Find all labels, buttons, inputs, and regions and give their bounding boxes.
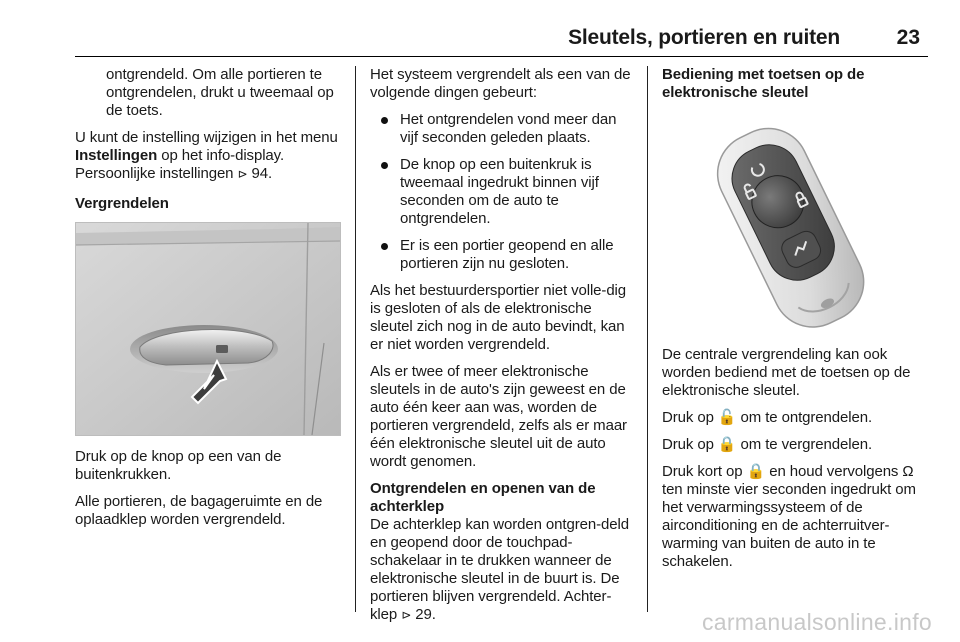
door-handle-figure (75, 222, 341, 436)
settings-text-pre: U kunt de instelling wijzigen in het menu (75, 129, 338, 146)
unlock-icon: 🔓 (717, 409, 737, 426)
page-header-title: Sleutels, portieren en ruiten (568, 26, 840, 49)
settings-menu-name: Instellingen (75, 147, 158, 164)
door-handle-illustration (76, 223, 340, 435)
column-1 (75, 66, 343, 538)
list-item: Er is een portier geopend en alle portieren zijn nu gesloten. (370, 237, 638, 273)
heading-vergrendelen: Vergrendelen (75, 195, 169, 212)
header-divider (75, 56, 928, 57)
lock-text-post: om te vergrendelen. (736, 436, 873, 453)
remote-start-icon: Ω (902, 463, 914, 480)
list-item: Het ontgrendelen vond meer dan vijf seconden geleden plaats. (370, 111, 638, 147)
settings-paragraph (75, 129, 343, 183)
remote-text-mid: en houd vervolgens (765, 463, 903, 480)
watermark: carmanualsonline.info (701, 609, 932, 635)
lock-caption-2: Alle portieren, de bagageruimte en de oplaadklep worden vergrendeld. (75, 493, 323, 528)
auto-lock-conditions (370, 111, 638, 273)
heading-key-buttons: Bediening met toetsen op de elektronische sleutel (662, 66, 865, 101)
heading-tailgate: Ontgrendelen en openen van de achterklep (370, 480, 596, 515)
two-keys-paragraph: Als er twee of meer elektronische sleutels in de auto's zijn geweest en de auto één keer aan was, worden de portieren vergrendeld, zelfs als er maar één elektronische sleutel uit de auto wordt genomen. (370, 363, 627, 470)
tailgate-text: De achterklep kan worden ontgren-deld en geopend door de touchpad-schakelaar in te drukken wanneer de elektronische sleutel in de buurt is. De portieren blijven vergrendeld. Achter-klep (370, 516, 629, 623)
unlock-text-pre: Druk op (662, 409, 718, 426)
list-item: De knop op een buitenkruk is tweemaal ingedrukt binnen vijf seconden om de auto te ontgrendelen. (370, 156, 638, 228)
lock-text-pre: Druk op (662, 436, 718, 453)
remote-start-instruction (662, 463, 930, 571)
electronic-key-illustration (662, 106, 926, 336)
column-3 (662, 66, 930, 580)
remote-text-post: ten minste vier seconden ingedrukt om het verwarmingssysteem of de airconditioning en de achterruitver-warming van buiten de auto in te schakelen. (662, 481, 916, 570)
settings-ref-page: 94. (251, 165, 273, 182)
lock-caption-1: Druk op de knop op een van de buitenkrukken. (75, 448, 282, 483)
electronic-key-figure (662, 106, 926, 336)
tailgate-ref-page: 29. (415, 606, 436, 623)
lock-instruction (662, 436, 930, 454)
driver-door-paragraph: Als het bestuurdersportier niet volle-dig is gesloten of als de elektronische sleutel zich nog in de auto bevindt, kan er niet worden vergrendeld. (370, 282, 627, 353)
cross-reference-arrow-icon: ⊳ (401, 608, 412, 622)
unlock-text-post: om te ontgrendelen. (736, 409, 873, 426)
continued-text: ontgrendeld. Om alle portieren te ontgrendelen, drukt u tweemaal op de toets. (106, 66, 334, 119)
tailgate-paragraph (370, 516, 638, 624)
column-2 (370, 66, 638, 633)
page-number: 23 (896, 26, 920, 49)
auto-lock-intro: Het systeem vergrendelt als een van de volgende dingen gebeurt: (370, 66, 631, 101)
unlock-instruction (662, 409, 930, 427)
lock-icon: 🔒 (717, 436, 737, 453)
column-divider-2 (647, 66, 648, 612)
central-locking-paragraph: De centrale vergrendeling kan ook worden bediend met de toetsen op de elektronische sleutel. (662, 346, 911, 399)
column-divider-1 (355, 66, 356, 612)
cross-reference-arrow-icon: ⊳ (237, 167, 248, 181)
settings-text-post: op het info-display. Persoonlijke instellingen (75, 147, 285, 182)
remote-text-pre: Druk kort op (662, 463, 747, 480)
lock-icon: 🔒 (746, 463, 766, 480)
